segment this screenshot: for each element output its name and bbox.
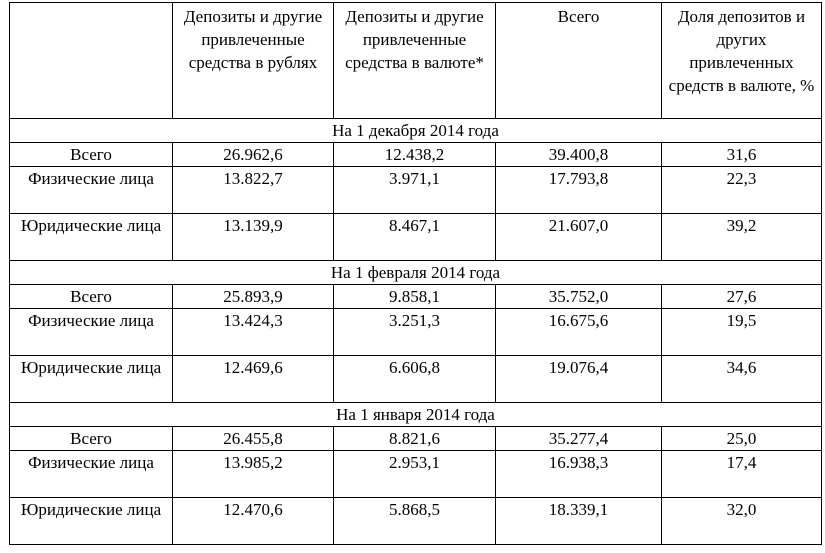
row-label: Физические лица [10, 451, 173, 498]
cell-total: 18.339,1 [496, 498, 662, 545]
cell-fx: 8.821,6 [334, 427, 496, 451]
cell-total: 16.938,3 [496, 451, 662, 498]
cell-fx: 12.438,2 [334, 143, 496, 167]
table-row [10, 427, 822, 451]
cell-total: 35.277,4 [496, 427, 662, 451]
cell-share: 32,0 [662, 498, 822, 545]
table-row [10, 451, 822, 498]
cell-fx: 5.868,5 [334, 498, 496, 545]
row-label: Юридические лица [10, 498, 173, 545]
cell-fx: 3.251,3 [334, 309, 496, 356]
cell-share: 22,3 [662, 167, 822, 214]
cell-total: 21.607,0 [496, 214, 662, 261]
cell-total: 35.752,0 [496, 285, 662, 309]
header-rub-deposits: Депозиты и другие привлеченные средства в рублях [173, 3, 334, 119]
row-label: Физические лица [10, 309, 173, 356]
cell-share: 39,2 [662, 214, 822, 261]
header-row [10, 3, 822, 119]
cell-share: 17,4 [662, 451, 822, 498]
cell-rub: 26.962,6 [173, 143, 334, 167]
row-label: Всего [10, 427, 173, 451]
table-row [10, 285, 822, 309]
table-row [10, 356, 822, 403]
section-title: На 1 января 2014 года [10, 403, 822, 427]
cell-fx: 8.467,1 [334, 214, 496, 261]
cell-share: 25,0 [662, 427, 822, 451]
header-fx-deposits: Депозиты и другие привлеченные средства в валюте* [334, 3, 496, 119]
section-row-jan-2014 [10, 403, 822, 427]
cell-rub: 13.139,9 [173, 214, 334, 261]
cell-total: 39.400,8 [496, 143, 662, 167]
cell-rub: 12.469,6 [173, 356, 334, 403]
header-fx-share: Доля депозитов и других привлеченных средств в валюте, % [662, 3, 822, 119]
row-label: Физические лица [10, 167, 173, 214]
header-corner-cell [10, 3, 173, 119]
row-label: Юридические лица [10, 356, 173, 403]
header-total: Всего [496, 3, 662, 119]
cell-rub: 13.424,3 [173, 309, 334, 356]
table-row [10, 143, 822, 167]
section-title: На 1 декабря 2014 года [10, 119, 822, 143]
cell-rub: 13.822,7 [173, 167, 334, 214]
cell-rub: 12.470,6 [173, 498, 334, 545]
cell-fx: 3.971,1 [334, 167, 496, 214]
deposits-table [9, 2, 822, 545]
cell-total: 16.675,6 [496, 309, 662, 356]
cell-total: 19.076,4 [496, 356, 662, 403]
row-label: Юридические лица [10, 214, 173, 261]
table-row [10, 167, 822, 214]
row-label: Всего [10, 143, 173, 167]
cell-total: 17.793,8 [496, 167, 662, 214]
table-row [10, 309, 822, 356]
cell-rub: 13.985,2 [173, 451, 334, 498]
cell-fx: 6.606,8 [334, 356, 496, 403]
cell-fx: 2.953,1 [334, 451, 496, 498]
row-label: Всего [10, 285, 173, 309]
cell-share: 34,6 [662, 356, 822, 403]
cell-share: 19,5 [662, 309, 822, 356]
cell-rub: 26.455,8 [173, 427, 334, 451]
cell-rub: 25.893,9 [173, 285, 334, 309]
cell-share: 31,6 [662, 143, 822, 167]
section-title: На 1 февраля 2014 года [10, 261, 822, 285]
cell-fx: 9.858,1 [334, 285, 496, 309]
section-row-feb-2014 [10, 261, 822, 285]
cell-share: 27,6 [662, 285, 822, 309]
table-row [10, 214, 822, 261]
section-row-dec-2014 [10, 119, 822, 143]
table-row [10, 498, 822, 545]
